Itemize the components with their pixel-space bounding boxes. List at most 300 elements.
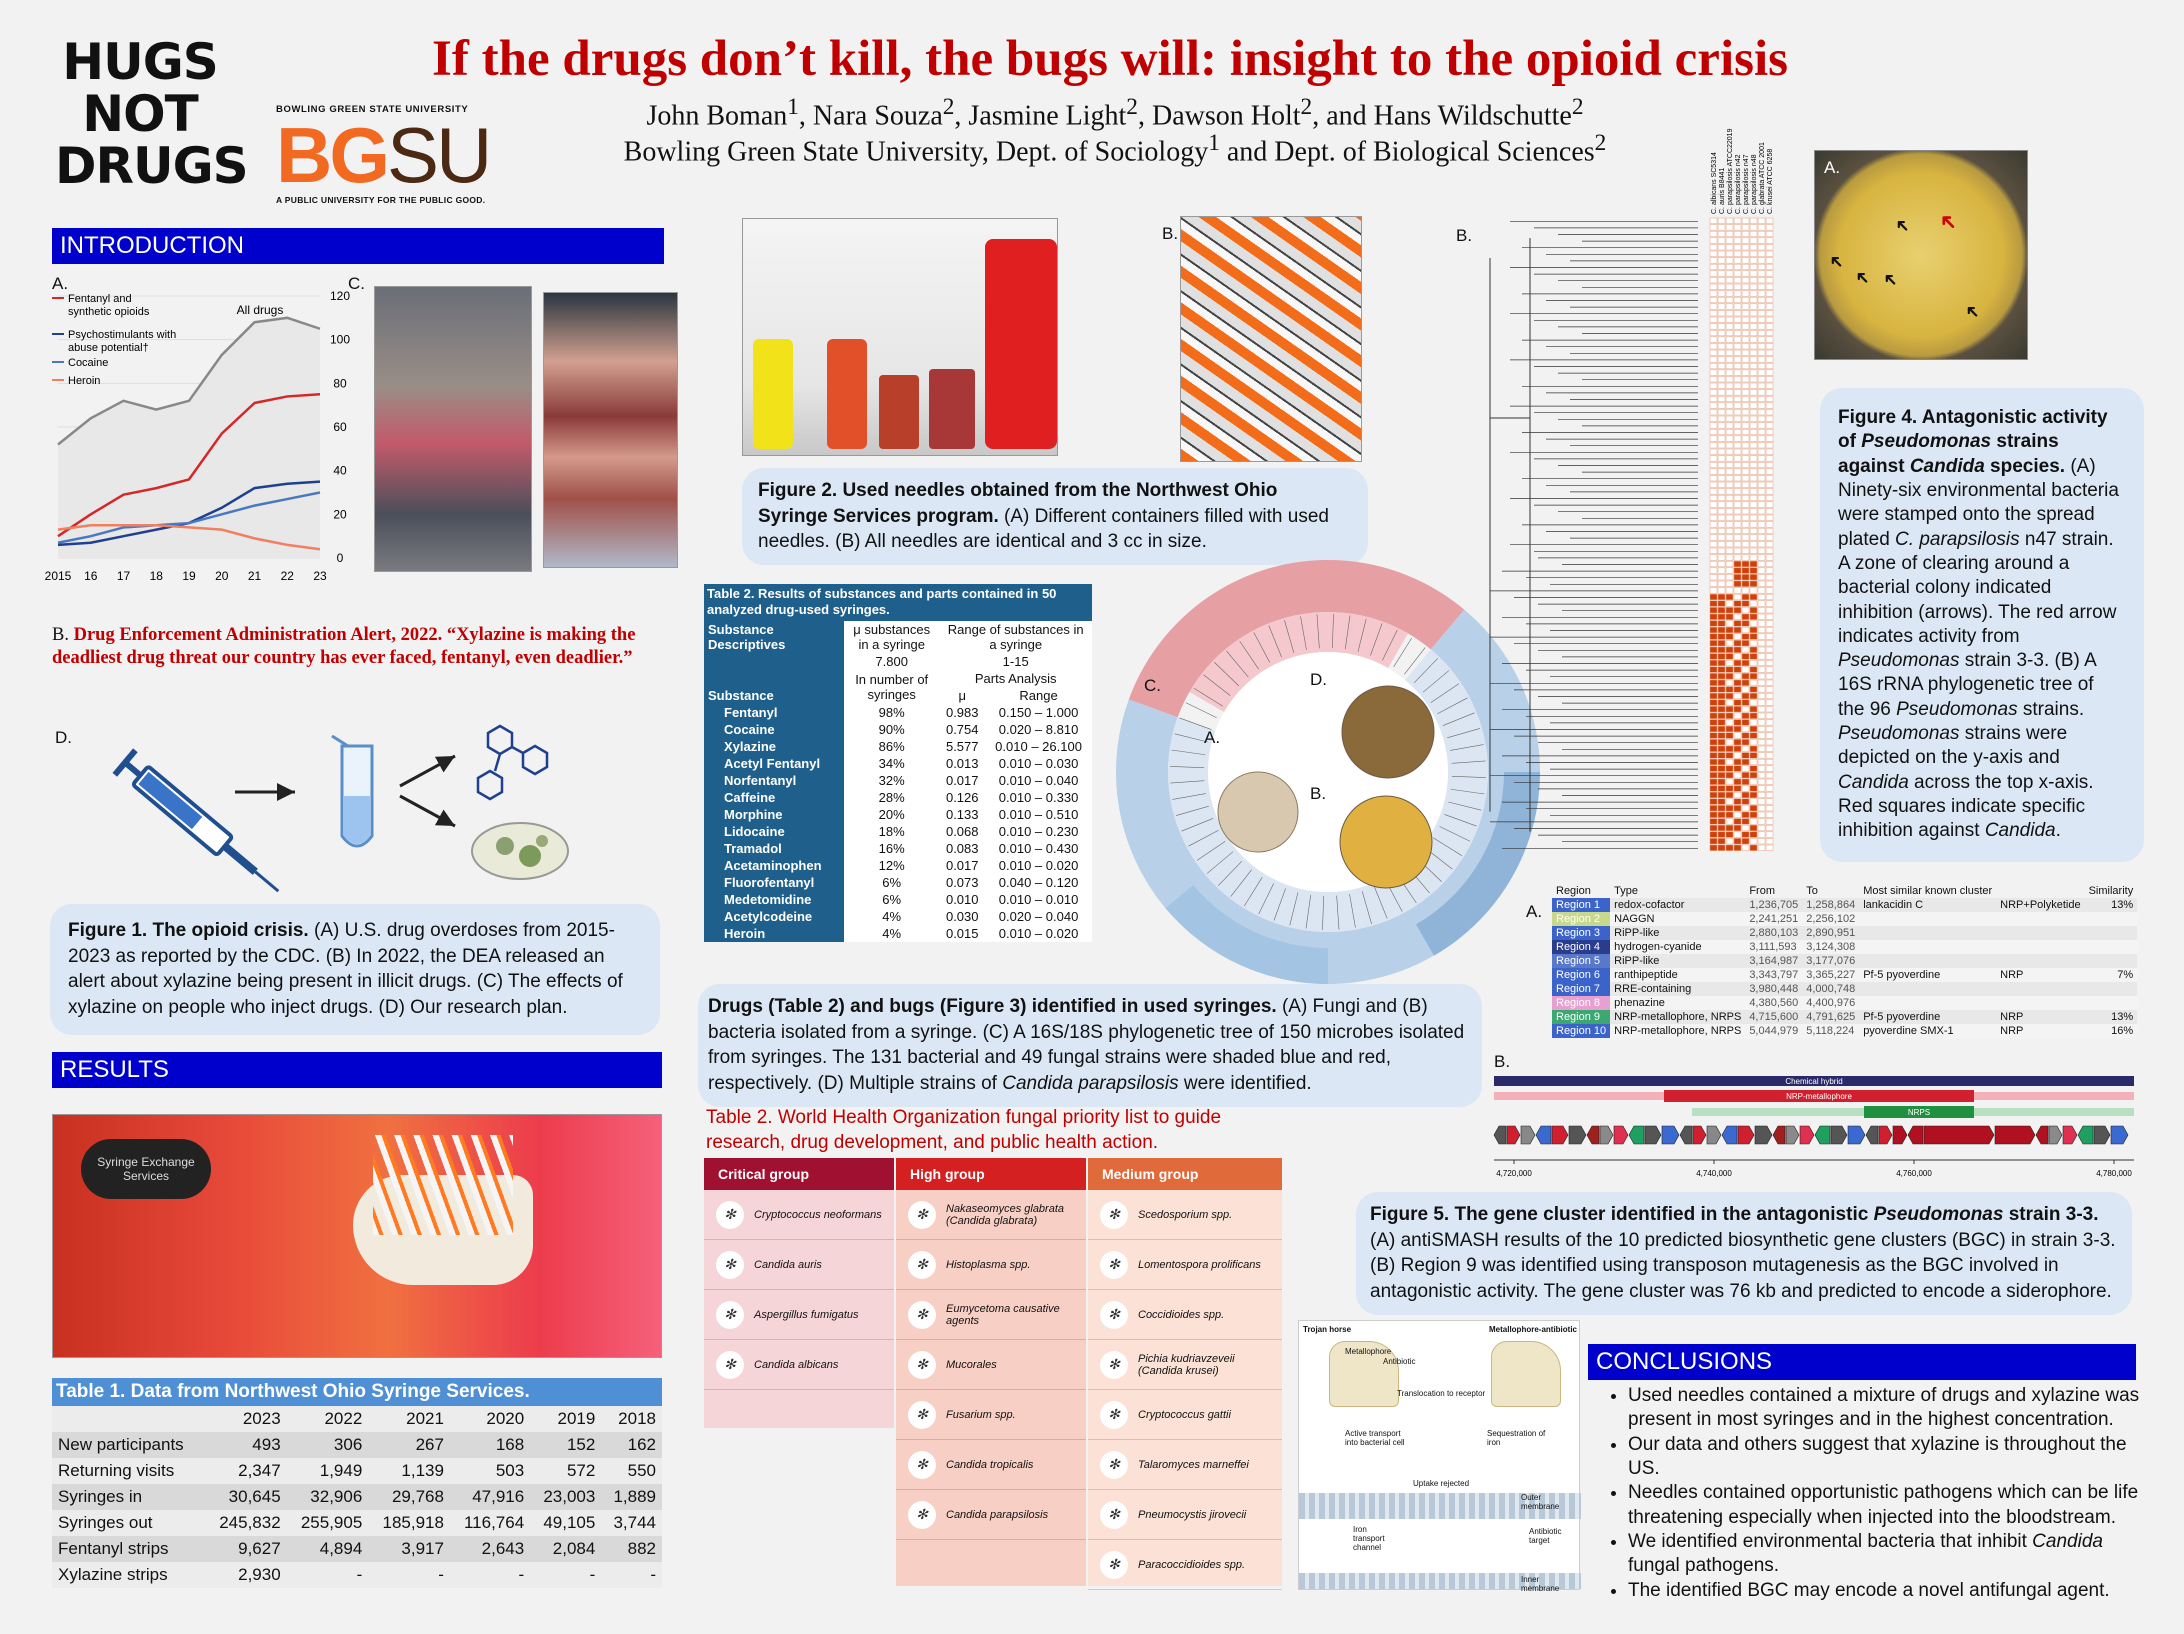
tube-icon [332,736,372,846]
heatmap-cell [1750,574,1757,580]
who-list-item [896,1190,1086,1240]
region-badge[interactable]: Region 7 [1552,982,1610,996]
heatmap-cell [1718,357,1725,363]
table-cell: RiPP-like [1614,955,1660,967]
heatmap-cell [1734,357,1741,363]
heatmap-cell [1710,271,1717,277]
heatmap-cell [1710,574,1717,580]
gene-arrow [1629,1126,1644,1144]
fungus-name: Pichia kudriavzeveii (Candida krusei) [1138,1352,1235,1377]
table-cell: 29,768 [368,1484,450,1510]
heatmap-cell [1758,370,1765,376]
heatmap-cell [1750,726,1757,732]
heatmap-cell [1710,541,1717,547]
heatmap-cell [1726,343,1733,349]
figure-5-caption [1356,1192,2132,1315]
heatmap-cell [1750,588,1757,594]
heatmap-cell [1750,786,1757,792]
heatmap-cell [1718,607,1725,613]
gene-arrow [1587,1126,1599,1144]
heatmap-cell [1726,277,1733,283]
heatmap-cell [1734,244,1741,250]
heatmap-cell [1758,746,1765,752]
heatmap-cell [1710,581,1717,587]
heatmap-cell [1742,489,1749,495]
heatmap-cell [1734,601,1741,607]
heatmap-cell [1726,310,1733,316]
table-cell: 4% [844,925,939,942]
gene-arrow [1848,1126,1865,1144]
desc-h2: Range of substances in a syringe [939,621,1092,653]
heatmap-cell [1726,825,1733,831]
region-badge[interactable]: Region 5 [1552,954,1610,968]
heatmap-cell [1734,383,1741,389]
region-badge[interactable]: Region 8 [1552,996,1610,1010]
heatmap-cell [1742,588,1749,594]
table-row [1552,954,2137,968]
heatmap-cell [1750,522,1757,528]
heatmap-cell [1726,502,1733,508]
table-cell: 0.017 [939,772,985,789]
heatmap-cell [1758,304,1765,310]
heatmap-cell [1710,561,1717,567]
table-cell [1996,996,2084,1010]
heatmap-cell [1766,786,1773,792]
heatmap-column-label: C. parapsilosis n42 [1735,154,1742,214]
heatmap-cell [1742,786,1749,792]
heatmap-cell [1742,574,1749,580]
heatmap-cell [1750,746,1757,752]
heatmap-cell [1718,482,1725,488]
pseudomonas-tree-heatmap [1470,128,1804,878]
heatmap-cell [1766,535,1773,541]
heatmap-cell [1726,845,1733,851]
heatmap-cell [1734,766,1741,772]
table-cell: 20% [844,806,939,823]
heatmap-cell [1734,462,1741,468]
poster-title: If the drugs don’t kill, the bugs will: insight to the opioid crisis [432,31,1788,87]
heatmap-cell [1726,528,1733,534]
heatmap-cell [1710,825,1717,831]
fungus-name: Mucorales [946,1358,997,1371]
regions-header: From [1749,885,1775,897]
heatmap-cell [1758,733,1765,739]
affiliations: Bowling Green State University, Dept. of Sociology$^1$ and Dept. of Biological Sciences$^2$ [623,130,1607,168]
heatmap-cell [1742,838,1749,844]
heatmap-cell [1726,607,1733,613]
heatmap-cell [1710,376,1717,382]
who-group-header: Medium group [1088,1158,1282,1190]
heatmap-cell [1742,376,1749,382]
heatmap-cell [1726,594,1733,600]
fungus-icon: ✻ [908,1401,936,1429]
table-cell: 34% [844,755,939,772]
fungus-name: Histoplasma spp. [946,1258,1031,1271]
heatmap-cell [1742,614,1749,620]
table-cell: NRP [2000,969,2024,981]
heatmap-cell [1718,277,1725,283]
heatmap-cell [1710,720,1717,726]
heatmap-column-label: C. parapsilosis n47 [1743,154,1750,214]
heatmap-cell [1766,713,1773,719]
gene-arrow [1600,1126,1613,1144]
table-cell: Returning visits [52,1458,205,1484]
table-cell: NAGGN [1614,913,1655,925]
heatmap-cell [1766,218,1773,224]
heatmap-cell [1766,726,1773,732]
table-row [1552,982,2137,996]
table-row [1552,968,2137,982]
heatmap-cell [1742,555,1749,561]
table-cell [1996,954,2084,968]
table-cell: 0.150 – 1.000 [985,704,1092,721]
region-badge[interactable]: Region 3 [1552,926,1610,940]
table-2-descriptives [704,621,1092,942]
heatmap-cell [1742,251,1749,257]
gene-arrow [1536,1126,1551,1144]
heatmap-cell [1718,317,1725,323]
heatmap-cell [1710,350,1717,356]
heatmap-cell [1758,541,1765,547]
heatmap-cell [1750,528,1757,534]
heatmap-cell [1718,475,1725,481]
who-list-item [1088,1190,1282,1240]
heatmap-cell [1758,693,1765,699]
gene-arrow [1800,1126,1814,1144]
heatmap-cell [1726,574,1733,580]
table-cell: 7% [2117,969,2134,981]
conclusion-item: • We identified environmental bacteria that inhibit Candida fungal pathogens. [1628,1530,2158,1579]
heatmap-cell [1742,258,1749,264]
heatmap-cell [1718,647,1725,653]
heatmap-cell [1758,238,1765,244]
gene-arrow [1815,1126,1830,1144]
table-cell: New participants [52,1432,205,1458]
legend-label: Fentanyl and [68,293,132,305]
heatmap-cell [1758,284,1765,290]
heatmap-column-label: C. parapsilosis ATCC22019 [1727,128,1734,214]
heatmap-cell [1758,522,1765,528]
heatmap-cell [1742,779,1749,785]
heatmap-cell [1726,627,1733,633]
heatmap-cell [1758,495,1765,501]
table-cell: 4% [844,908,939,925]
table-row [704,772,1092,789]
table-cell: 16% [844,840,939,857]
legend-label: Heroin [68,375,101,387]
heatmap-cell [1718,792,1725,798]
heatmap-cell [1726,522,1733,528]
heatmap-cell [1710,759,1717,765]
table-1-title: Table 1. Data from Northwest Ohio Syringe Services. [52,1378,662,1406]
heatmap-cell [1718,739,1725,745]
heatmap-cell [1710,819,1717,825]
heatmap-cell [1758,429,1765,435]
who-list-item [1088,1440,1282,1490]
heatmap-cell [1710,706,1717,712]
heatmap-cell [1710,429,1717,435]
heatmap-cell [1766,555,1773,561]
red-arrow-icon: ➜ [1932,206,1964,238]
table-cell: 2,347 [205,1458,287,1484]
heatmap-cell [1718,258,1725,264]
who-group-column [704,1158,894,1428]
heatmap-cell [1742,594,1749,600]
heatmap-cell [1734,693,1741,699]
heatmap-cell [1750,475,1757,481]
heatmap-cell [1734,337,1741,343]
heatmap-cell [1750,363,1757,369]
heatmap-cell [1758,772,1765,778]
heatmap-cell [1766,667,1773,673]
heatmap-cell [1742,621,1749,627]
heatmap-cell [1734,726,1741,732]
heatmap-cell [1734,647,1741,653]
table-1-header: 2021 [368,1406,450,1432]
table-1-header-row [52,1406,662,1432]
col-sub: Substance [704,687,844,704]
fig1-text: (A) U.S. drug overdoses from 2015-2023 as reported by the CDC. (B) In 2022, the DEA released an alert about xylazine being present in illicit drugs. (C) The effects of xylazine on people who inject drugs. (D) Our research plan. [68,920,623,1018]
gene-arrow [1893,1126,1907,1144]
table-row [704,840,1092,857]
heatmap-cell [1766,805,1773,811]
region-badge[interactable]: Region 6 [1552,968,1610,982]
heatmap-cell [1726,363,1733,369]
arrow-icon: ➜ [1959,299,1985,325]
heatmap-cell [1758,409,1765,415]
bgsu-bg: BG [276,111,387,199]
region-badge[interactable]: Region 10 [1552,1024,1610,1038]
region-badge[interactable]: Region 9 [1552,1010,1610,1024]
heatmap-cell [1742,495,1749,501]
heatmap-cell [1766,832,1773,838]
who-list-item [1088,1290,1282,1340]
heatmap-cell [1734,568,1741,574]
heatmap-cell [1742,264,1749,270]
heatmap-cell [1718,337,1725,343]
heatmap-cell [1750,350,1757,356]
heatmap-cell [1742,654,1749,660]
heatmap-cell [1758,442,1765,448]
region-badge[interactable]: Region 1 [1552,898,1610,912]
heatmap-cell [1726,601,1733,607]
heatmap-cell [1750,264,1757,270]
heatmap-cell [1742,535,1749,541]
heatmap-cell [1710,792,1717,798]
table-cell: - [287,1562,369,1588]
heatmap-cell [1726,746,1733,752]
x-tick-label: 17 [116,569,131,583]
heatmap-cell [1734,561,1741,567]
table-cell: 4,000,748 [1806,983,1856,995]
heatmap-cell [1710,627,1717,633]
heatmap-cell [1766,502,1773,508]
syringe-icon [115,750,289,903]
heatmap-cell [1750,759,1757,765]
heatmap-cell [1766,581,1773,587]
heatmap-cell [1742,271,1749,277]
heatmap-cell [1734,607,1741,613]
candida-plate-photo [1342,686,1434,778]
heatmap-cell [1710,667,1717,673]
heatmap-cell [1766,238,1773,244]
heatmap-cell [1734,482,1741,488]
heatmap-cell [1734,489,1741,495]
heatmap-cell [1726,357,1733,363]
heatmap-cell [1718,805,1725,811]
heatmap-cell [1758,621,1765,627]
table-row [1552,898,2137,912]
regions-header: Region [1556,885,1591,897]
table-cell: 0.013 [939,755,985,772]
heatmap-cell [1718,568,1725,574]
heatmap-cell [1742,508,1749,514]
heatmap-cell [1766,759,1773,765]
heatmap-cell [1734,396,1741,402]
heatmap-cell [1766,409,1773,415]
heatmap-cell [1766,515,1773,521]
heatmap-cell [1718,376,1725,382]
heatmap-cell [1734,304,1741,310]
heatmap-cell [1734,733,1741,739]
heatmap-cell [1734,390,1741,396]
heatmap-cell [1718,271,1725,277]
fungus-icon: ✻ [716,1301,744,1329]
heatmap-cell [1734,654,1741,660]
table-cell: 0.010 – 0.230 [985,823,1092,840]
gene-arrow [1507,1126,1520,1144]
heatmap-cell [1726,621,1733,627]
fungus-icon: ✻ [908,1301,936,1329]
heatmap-cell [1726,660,1733,666]
heatmap-cell [1758,647,1765,653]
heatmap-cell [1718,660,1725,666]
heatmap-cell [1750,601,1757,607]
heatmap-cell [1734,627,1741,633]
heatmap-cell [1742,660,1749,666]
heatmap-cell [1718,693,1725,699]
heatmap-cell [1710,489,1717,495]
heatmap-cell [1742,581,1749,587]
heatmap-cell [1726,416,1733,422]
heatmap-cell [1766,363,1773,369]
photo-used-needles [1180,216,1362,462]
table-cell: 5,118,224 [1806,1025,1855,1037]
legend-label: Cocaine [68,357,109,369]
heatmap-cell [1742,647,1749,653]
heatmap-cell [1758,561,1765,567]
heatmap-cell [1766,508,1773,514]
heatmap-cell [1750,772,1757,778]
heatmap-cell [1750,403,1757,409]
fig1-title: Figure 1. The opioid crisis. [68,920,309,941]
heatmap-cell [1758,739,1765,745]
heatmap-cell [1710,515,1717,521]
heatmap-cell [1766,370,1773,376]
who-list-item [1088,1540,1282,1590]
heatmap-cell [1734,436,1741,442]
heatmap-cell [1750,277,1757,283]
table-cell: 2,084 [530,1536,601,1562]
who-group-column [1088,1158,1282,1586]
heatmap-cell [1726,792,1733,798]
heatmap-cell [1718,581,1725,587]
heatmap-cell [1766,449,1773,455]
heatmap-cell [1726,739,1733,745]
figure-1-caption [50,904,660,1035]
table-row [52,1562,662,1588]
region-badge[interactable]: Region 4 [1552,940,1610,954]
who-fungal-priority-list [704,1158,1282,1586]
heatmap-cell [1726,561,1733,567]
heatmap-cell [1758,832,1765,838]
table-cell: 267 [368,1432,450,1458]
heatmap-cell [1758,396,1765,402]
heatmap-cell [1750,713,1757,719]
heatmap-cell [1718,489,1725,495]
heatmap-cell [1718,251,1725,257]
table-cell [2085,982,2138,996]
table-cell: redox-cofactor [1614,899,1685,911]
heatmap-cell [1750,614,1757,620]
heatmap-cell [1766,264,1773,270]
heatmap-cell [1734,700,1741,706]
fungus-name: Nakaseomyces glabrata (Candida glabrata) [946,1202,1065,1227]
heatmap-cell [1766,792,1773,798]
heatmap-cell [1710,634,1717,640]
bgsu-su: SU [387,111,490,199]
heatmap-cell [1742,416,1749,422]
heatmap-cell [1734,581,1741,587]
heatmap-cell [1710,423,1717,429]
heatmap-cell [1742,548,1749,554]
gene-arrow [1494,1126,1506,1144]
heatmap-cell [1750,317,1757,323]
table-row [1552,996,2137,1010]
gene-cluster-map [1494,1072,2134,1190]
heatmap-cell [1734,317,1741,323]
fungus-name: Cryptococcus gattii [1138,1408,1231,1421]
heatmap-cell [1742,469,1749,475]
fungus-icon: ✻ [908,1451,936,1479]
region-badge[interactable]: Region 2 [1552,912,1610,926]
heatmap-cell [1766,561,1773,567]
heatmap-cell [1734,673,1741,679]
heatmap-cell [1718,548,1725,554]
logo-line: HUGS [62,33,218,91]
heatmap-cell [1710,779,1717,785]
heatmap-cell [1710,832,1717,838]
heatmap-cell [1726,581,1733,587]
heatmap-cell [1766,825,1773,831]
heatmap-cell [1758,363,1765,369]
x-tick-label: 20 [215,569,229,583]
table-row [52,1432,662,1458]
table-cell: NRP [2000,1025,2024,1037]
heatmap-cell [1758,502,1765,508]
heatmap-cell [1758,574,1765,580]
gene-arrow [1755,1126,1772,1144]
substance-name: Lidocaine [704,823,844,840]
table-cell: 0.015 [939,925,985,942]
photo-person-bent-over [374,286,532,572]
substance-name: Fentanyl [704,704,844,721]
table-row [52,1536,662,1562]
heatmap-cell [1766,251,1773,257]
heatmap-cell [1750,442,1757,448]
heatmap-cell [1710,766,1717,772]
table-cell: 4,380,560 [1749,997,1799,1009]
